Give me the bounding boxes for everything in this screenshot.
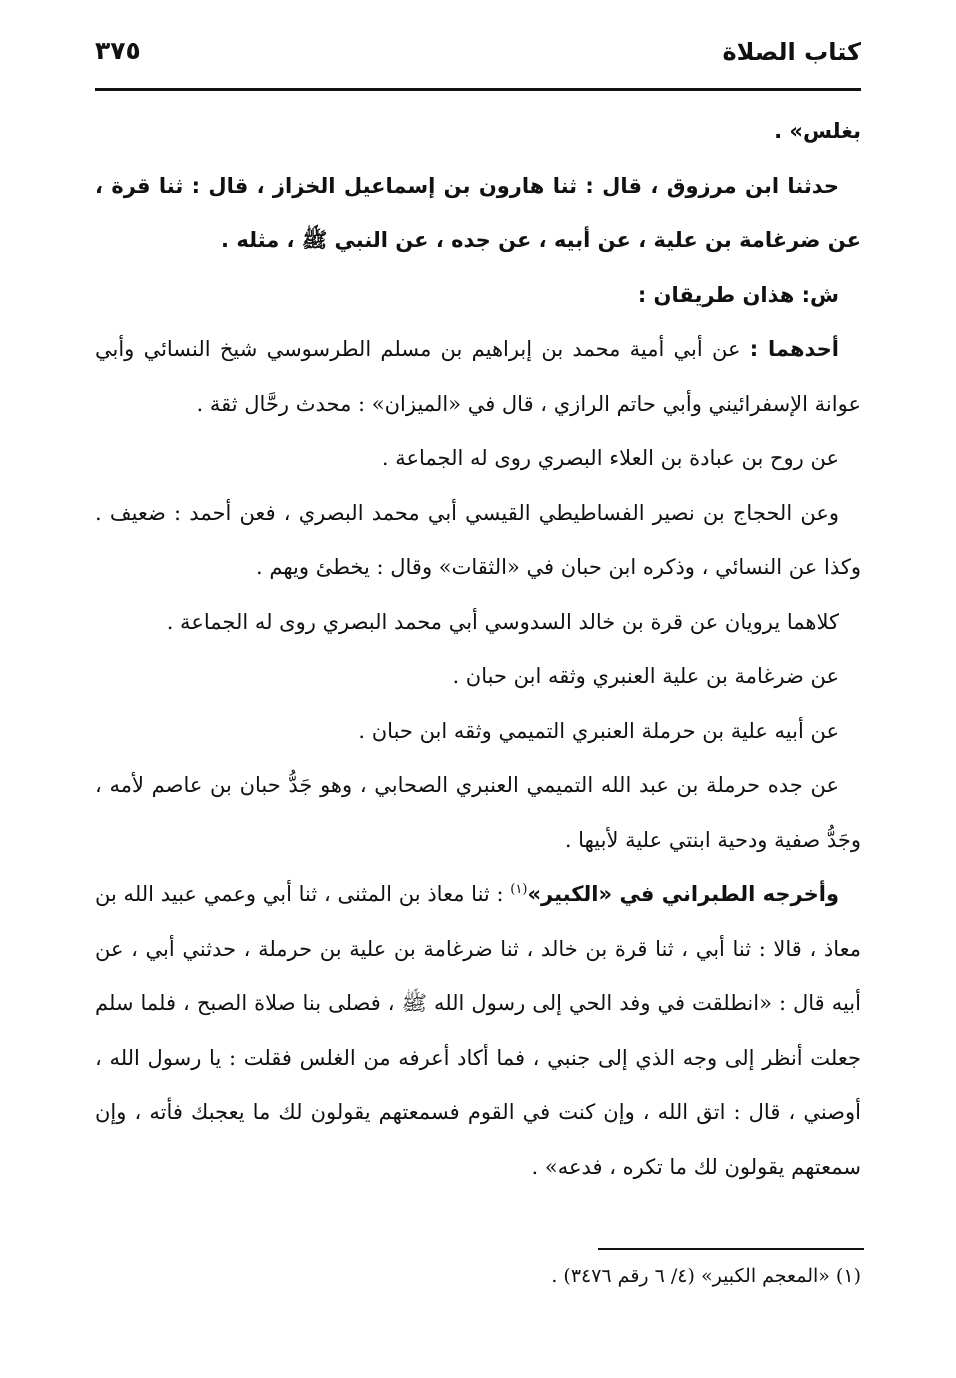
paragraph-1: بغلس» .: [774, 119, 861, 143]
paragraph-4-label: أحدهما :: [749, 337, 839, 361]
header-rule: [95, 88, 861, 91]
paragraph-4: [95, 322, 861, 431]
paragraph-11-text: : ثنا معاذ بن المثنى ، ثنا أبي وعمي عبيد الله بن معاذ ، قالا : ثنا أبي ، ثنا قرة بن خالد ، ثنا ضرغامة بن علية بن حرملة ، حدثني أبي ، عن أبيه قال : «انطلقت في وفد الحي إلى رسول الله ﷺ ، فصلى بنا صلاة الصبح ، فلما سلم جعلت أنظر إلى وجه الذي إلى جنبي ، فما أكاد أعرفه من الغلس فقلت : يا رسول الله ، أوصني ، قال : اتق الله ، وإن كنت في القوم فسمعتهم يقولون لك ما يعجبك فأته ، وإن سمعتهم يقولون لك ما تكره ، فدعه» .: [95, 882, 861, 1179]
main-text: [95, 104, 861, 1194]
paragraph-11: [95, 867, 861, 1194]
paragraph-10: عن جده حرملة بن عبد الله التميمي العنبري الصحابي ، وهو جَدُّ حبان بن عاصم لأمه ، وجَدُّ صفية ودحية ابنتي علية لأبيها .: [95, 773, 861, 852]
paragraph-6: وعن الحجاج بن نصير الفساطيطي القيسي أبي محمد البصري ، فعن أحمد : ضعيف . وكذا عن النسائي ، وذكره ابن حبان في «الثقات» وقال : يخطئ ويهم .: [95, 500, 861, 579]
paragraph-2: حدثنا ابن مرزوق ، قال : ثنا هارون بن إسماعيل الخزاز ، قال : ثنا قرة ، عن ضرغامة بن علية ، عن أبيه ، عن جده ، عن النبي ﷺ ، مثله .: [95, 173, 861, 252]
page-number: ٣٧٥: [95, 36, 141, 65]
page-header: [95, 32, 861, 92]
running-title: كتاب الصلاة: [722, 38, 861, 66]
paragraph-5: عن روح بن عبادة بن العلاء البصري روى له الجماعة .: [381, 446, 839, 470]
paragraph-11-label: وأخرجه الطبراني في «الكبير»: [527, 882, 839, 906]
paragraph-3: ش: هذان طريقان :: [637, 282, 839, 307]
paragraph-8: عن ضرغامة بن علية العنبري وثقه ابن حبان .: [452, 664, 839, 688]
footnote-ref[interactable]: (١): [510, 882, 528, 897]
paragraph-7: كلاهما يرويان عن قرة بن خالد السدوسي أبي محمد البصري روى له الجماعة .: [166, 609, 839, 634]
paragraph-4-text: عن أبي أمية محمد بن إبراهيم بن مسلم الطرسوسي شيخ النسائي وأبي عوانة الإسفرائيني وأبي حاتم الرازي ، قال في «الميزان» : محدث رحَّال ثقة .: [95, 337, 861, 416]
paragraph-9: عن أبيه علية بن حرملة العنبري التميمي وثقه ابن حبان .: [358, 718, 839, 743]
footnote-rule: [598, 1248, 864, 1250]
footnote: (١) «المعجم الكبير» (٤/ ٦ رقم ٣٤٧٦) .: [551, 1265, 861, 1287]
